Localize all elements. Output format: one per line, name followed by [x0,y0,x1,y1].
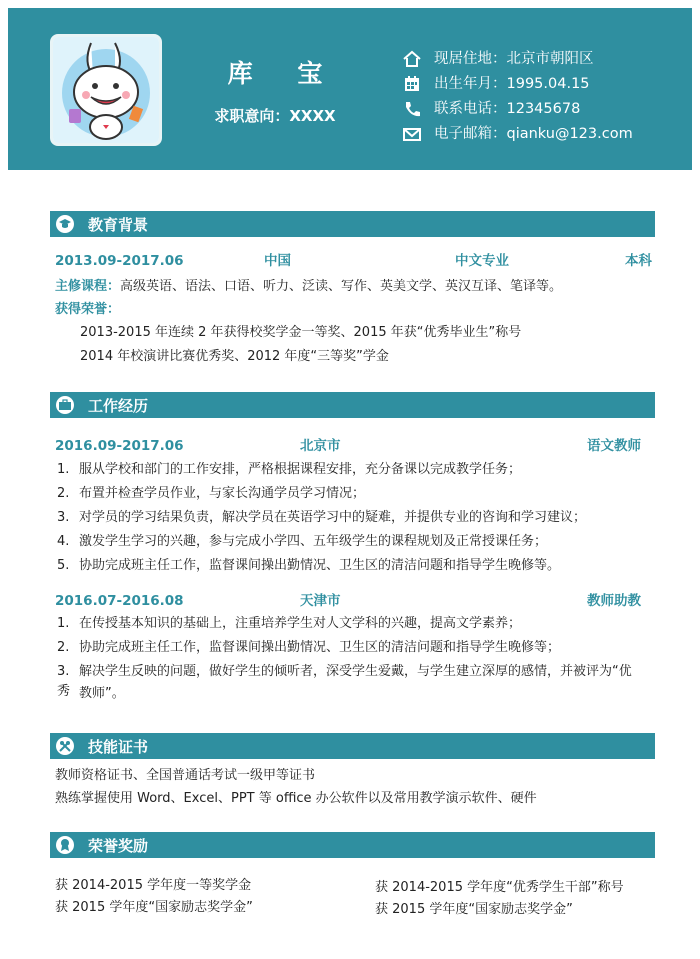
info-birth [402,74,590,94]
education-courses [55,276,660,297]
duty-text: 服从学校和部门的工作安排，严格根据课程安排，充分备课以完成教学任务； [79,462,522,477]
job-city: 北京市 [300,438,341,454]
job-role: 教师助教 [587,593,641,609]
job-duty [57,638,637,658]
duty-text: 在传授基本知识的基础上，注重培养学生对人文学科的兴趣，提高文学素养； [79,616,522,631]
honor-line: 2013-2015 年连续 2 年获得校奖学金一等奖、2015 年获“优秀毕业生”称号 [80,325,522,340]
duty-text: 协助完成班主任工作，监督课间操出勤情况、卫生区的清洁问题和指导学生晚修等； [79,640,561,655]
job-duty [57,684,637,704]
skill-line: 熟练掌握使用 Word、Excel、PPT 等 office 办公软件以及常用教学演示软件、硬件 [55,791,537,806]
duty-number: 3. [57,510,70,525]
duty-text: 协助完成班主任工作，监督课间操出勤情况、卫生区的清洁问题和指导学生晚修等。 [79,558,561,573]
honors-label: 获得荣誉： [55,302,121,317]
cartoon-rabbit-icon [53,37,159,143]
award-item: 获 2014-2015 学年度“优秀学生干部”称号 [375,880,624,895]
duty-text: 教师”。 [79,686,125,701]
job-duty [57,532,637,552]
skill-line: 教师资格证书、全国普通话考试一级甲等证书 [55,768,316,783]
briefcase-icon [58,398,72,412]
section-skills-title: 技能证书 [88,738,149,756]
duty-text: 激发学生学习的兴趣，参与完成小学四、五年级学生的课程规划及正常授课任务； [79,534,548,549]
mail-icon [402,124,422,144]
job-role: 语文教师 [587,438,641,454]
job-period: 2016.07-2016.08 [55,593,184,609]
education-major: 中文专业 [455,253,509,269]
honor-line: 2014 年校演讲比赛优秀奖、2012 年度“三等奖”学金 [80,349,389,364]
award-item: 获 2014-2015 学年度一等奖学金 [55,878,252,893]
education-period: 2013.09-2017.06 [55,253,184,269]
home-icon [402,49,422,69]
education-place: 中国 [264,253,291,269]
medal-icon [58,838,72,852]
info-residence-text: 现居住地：北京市朝阳区 [434,51,594,67]
duty-number: 3. [57,664,70,679]
duty-text: 解决学生反映的问题，做好学生的倾听者，深受学生爱戴，与学生建立深厚的感情，并被评为“优秀 [57,664,632,699]
graduation-cap-icon [58,217,72,231]
section-awards-header [50,832,655,858]
section-skills-header [50,733,655,759]
duty-number: 2. [57,486,70,501]
duty-text: 对学员的学习结果负责，解决学员在英语学习中的疑难，并提供专业的咨询和学习建议； [79,510,587,525]
avatar [50,34,162,146]
section-work-title: 工作经历 [88,397,149,415]
tools-icon [58,739,72,753]
courses-label: 主修课程： [55,279,121,294]
section-education-title: 教育背景 [88,216,149,234]
duty-number: 4. [57,534,70,549]
info-email-text: 电子邮箱：qianku@123.com [434,126,633,142]
candidate-name: 库 宝 [227,59,341,88]
job-city: 天津市 [300,593,341,609]
info-phone-text: 联系电话：12345678 [434,101,581,117]
courses-text: 高级英语、语法、口语、听力、泛读、写作、英美文学、英汉互译、笔译等。 [120,279,563,294]
duty-text: 布置并检查学员作业，与家长沟通学员学习情况； [79,486,366,501]
section-awards-title: 荣誉奖励 [88,837,149,855]
section-work-header [50,392,655,418]
job-duty [57,460,637,480]
info-phone [402,99,580,119]
duty-number: 5. [57,558,70,573]
award-item: 获 2015 学年度“国家励志奖学金” [55,900,253,915]
job-period: 2016.09-2017.06 [55,438,184,454]
calendar-icon [402,74,422,94]
info-residence [402,49,594,69]
section-education-header [50,211,655,237]
duty-number: 2. [57,640,70,655]
education-degree: 本科 [625,253,652,269]
job-duty [57,508,637,528]
info-email [402,124,633,144]
job-duty [57,614,637,634]
job-duty [57,484,637,504]
job-duty [57,556,637,576]
honors-label-row [55,299,660,320]
info-birth-text: 出生年月：1995.04.15 [434,76,590,92]
job-intent: 求职意向：XXXX [214,107,336,125]
duty-number: 1. [57,462,70,477]
duty-number: 1. [57,616,70,631]
award-item: 获 2015 学年度“国家励志奖学金” [375,902,573,917]
phone-icon [402,99,422,119]
